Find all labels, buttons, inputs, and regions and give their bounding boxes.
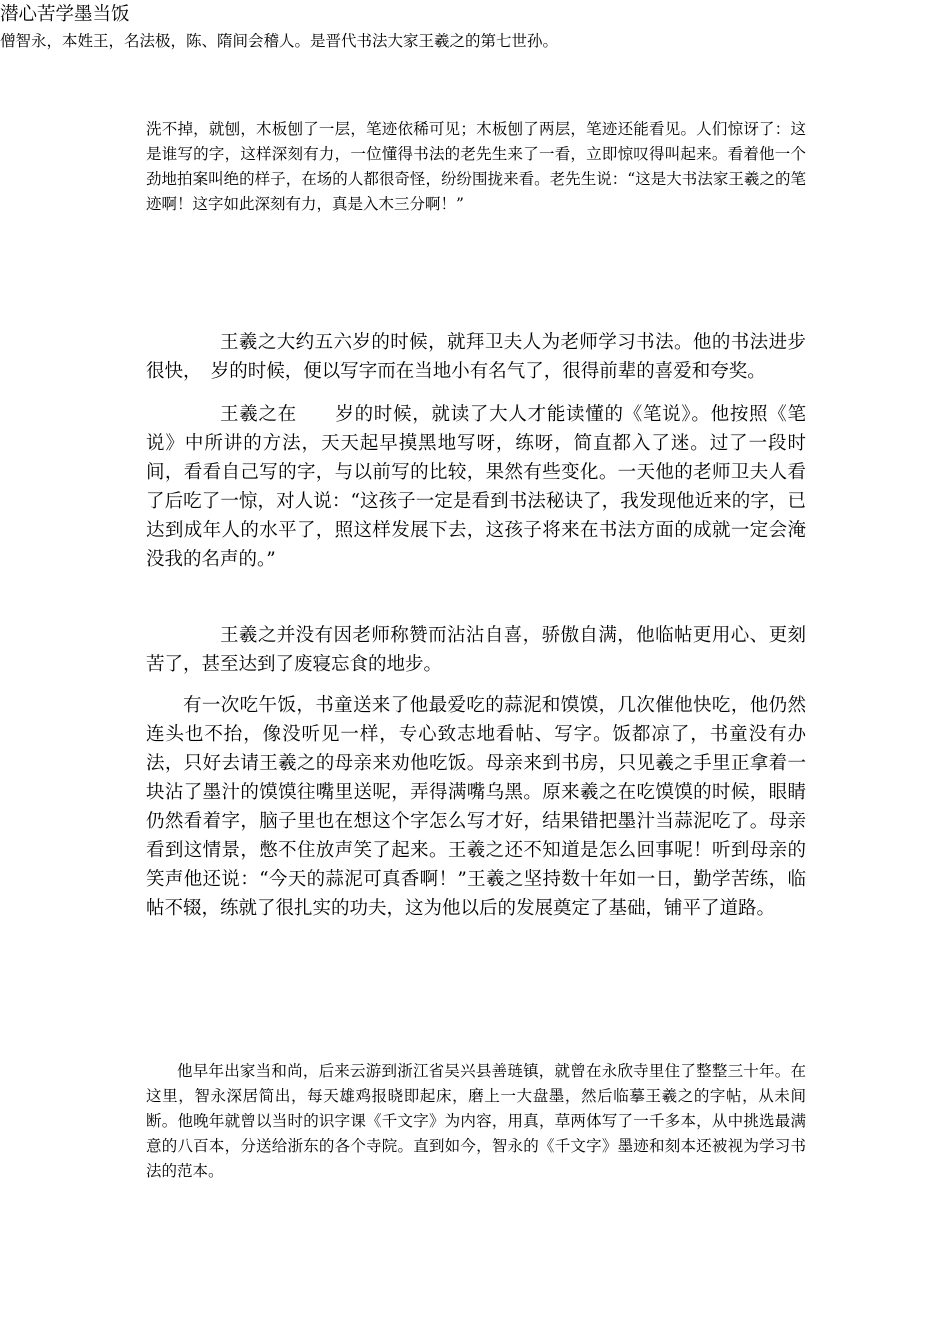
paragraph-inscription-story: 洗不掉，就刨，木板刨了一层，笔迹依稀可见；木板刨了两层，笔迹还能看见。人们惊讶了：这是谁写的字，这样深刻有力，一位懂得书法的老先生来了一看，立即惊叹得叫起来。看着他一个劲地拍案叫绝的样子，在场的人都很奇怪，纷纷围拢来看。老先生说：“这是大书法家王羲之的笔迹啊！这字如此深刻有力，真是入木三分啊！” — [146, 120, 806, 213]
paragraph-diligence: 王羲之并没有因老师称赞而沾沾自喜，骄傲自满，他临帖更用心、更刻苦了，甚至达到了废寝忘食的地步。 — [146, 625, 806, 675]
paragraph-zhiyong-life: 他早年出家当和尚，后来云游到浙江省吴兴县善琏镇，就曾在永欣寺里住了整整三十年。在这里，智永深居简出，每天雄鸡报晓即起床，磨上一大盘墨，然后临摹王羲之的字帖，从未间断。他晚年就曾以当时的识字课《千文字》为内容，用真，草两体写了一千多本，从中挑选最满意的八百本，分送给浙东的各个寺院。直到如今，智永的《千文字》墨迹和刻本还被视为学习书法的范本。 — [146, 1062, 806, 1180]
paragraph-ink-as-food: 有一次吃午饭，书童送来了他最爱吃的蒜泥和馍馍，几次催他快吃，他仍然连头也不抬，像没听见一样，专心致志地看帖、写字。饭都凉了，书童没有办法，只好去请王羲之的母亲来劝他吃饭。母亲来到书房，只见羲之手里正拿着一块沾了墨汁的馍馍往嘴里送呢，弄得满嘴乌黑。原来羲之在吃馍馍的时候，眼睛仍然看着字，脑子里也在想这个字怎么写才好，结果错把墨汁当蒜泥吃了。母亲看到这情景，憋不住放声笑了起来。王羲之还不知道是怎么回事呢！听到母亲的笑声他还说：“今天的蒜泥可真香啊！”王羲之坚持数十年如一日，勤学苦练，临帖不辍，练就了很扎实的功夫，这为他以后的发展奠定了基础，铺平了道路。 — [146, 695, 806, 919]
section-heading: 潜心苦学墨当饭 — [0, 4, 130, 25]
paragraph-childhood-study: 王羲之大约五六岁的时候，就拜卫夫人为老师学习书法。他的书法进步很快， 岁的时候，便以写字而在当地小有名气了，很得前辈的喜爱和夸奖。 — [146, 332, 806, 382]
paragraph-bishuo-reading: 王羲之在 岁的时候，就读了大人才能读懂的《笔说》。他按照《笔说》中所讲的方法，天天起早摸黑地写呀，练呀，简直都入了迷。过了一段时间，看看自己写的字，与以前写的比较，果然有些变化。一天他的老师卫夫人看了后吃了一惊，对人说：“这孩子一定是看到书法秘诀了，我发现他近来的字，已达到成年人的水平了，照这样发展下去，这孩子将来在书法方面的成就一定会淹没我的名声的。” — [146, 404, 806, 570]
paragraph-zhiyong-intro: 僧智永，本姓王，名法极，陈、隋间会稽人。是晋代书法大家王羲之的第七世孙。 — [0, 32, 559, 50]
